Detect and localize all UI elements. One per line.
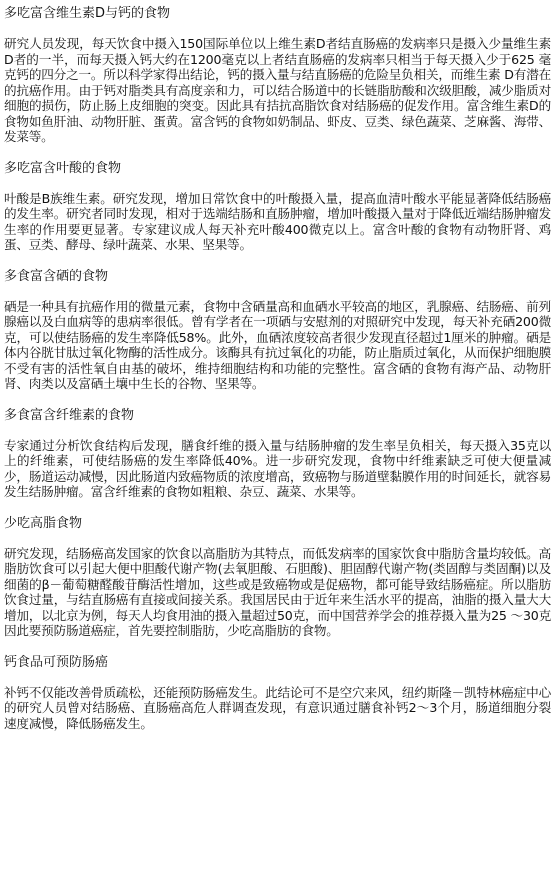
section-folic-acid — [4, 159, 551, 253]
section-body: 研究人员发现，每天饮食中摄入150国际单位以上维生素D者结直肠癌的发病率只是摄入少量维生素D者的一半，而每天摄入钙大约在1200毫克以上者结直肠癌的发病率只相当于每天摄入少于625 毫克钙的四分之一。所以科学家得出结论，钙的摄入量与结直肠癌的危险呈负相关，而维生素 D有潜在的抗癌作用。由于钙对脂类具有高度亲和力，可以结合肠道中的长链脂肪酸和次级胆酸，减少脂质对细胞的损伤，防止肠上皮细胞的突变。因此具有拮抗高脂饮食对结肠癌的促发作用。富含维生素D的食物如鱼肝油、动物肝脏、蛋黄。富含钙的食物如奶制品、虾皮、豆类、绿色蔬菜、芝麻酱、海带、发菜等。 — [4, 36, 551, 144]
section-fiber — [4, 406, 551, 500]
section-heading: 钙食品可预防肠癌 — [4, 654, 109, 670]
section-heading: 多吃富含维生素D与钙的食物 — [4, 6, 171, 21]
section-body: 补钙不仅能改善骨质疏松，还能预防肠癌发生。此结论可不是空穴来风，纽约斯隆－凯特林癌症中心的研究人员曾对结肠癌、直肠癌高危人群调查发现，有意识通过膳食补钙2～3个月，肠道细胞分裂速度减慢，降低肠癌发生。 — [4, 684, 551, 731]
section-heading: 多吃富含叶酸的食物 — [4, 160, 122, 176]
section-selenium — [4, 267, 551, 392]
section-calcium-food — [4, 653, 551, 732]
section-heading: 少吃高脂食物 — [4, 515, 83, 531]
section-body: 硒是一种具有抗癌作用的微量元素，食物中含硒量高和血硒水平较高的地区，乳腺癌、结肠癌、前列腺癌以及白血病等的患病率很低。曾有学者在一项硒与安慰剂的对照研究中发现，每天补充硒200微克，可以使结肠癌的发生率降低58%。此外，血硒浓度较高者很少发现直径超过1厘米的肿瘤。硒是体内谷胱甘肽过氧化物酶的活性成分。该酶具有抗过氧化的功能，防止脂质过氧化，从而保护细胞膜不受有害的活性氧自由基的破坏，维持细胞结构和功能的完整性。富含硒的食物有海产品、动物肝肾、肉类以及富硒土壤中生长的谷物、坚果等。 — [4, 298, 551, 391]
section-body: 叶酸是B族维生素。研究发现，增加日常饮食中的叶酸摄入量，提高血清叶酸水平能显著降低结肠癌的发生率。研究者同时发现，相对于选端结肠和直肠肿瘤，增加叶酸摄入量对于降低近端结肠肿瘤发生率的作用要更显著。专家建议成人每天补充叶酸400微克以上。富含叶酸的食物有动物肝肾、鸡蛋、豆类、酵母、绿叶蔬菜、水果、坚果等。 — [4, 190, 551, 252]
section-heading: 多食富含硒的食物 — [4, 268, 109, 284]
section-body: 专家通过分析饮食结构后发现，膳食纤维的摄入量与结肠肿瘤的发生率呈负相关，每天摄入35克以上的纤维素，可使结肠癌的发生率降低40%。进一步研究发现，食物中纤维素缺乏可使大便量减少，肠道运动减慢，因此肠道内致癌物质的浓度增高，致癌物与肠道壁黏膜作用的时间延长，就容易发生结肠肿瘤。富含纤维素的食物如粗粮、杂豆、蔬菜、水果等。 — [4, 437, 551, 499]
section-low-fat — [4, 514, 551, 639]
section-vitamin-d-calcium — [4, 4, 551, 145]
section-heading: 多食富含纤维素的食物 — [4, 407, 135, 423]
section-body: 研究发现，结肠癌高发国家的饮食以高脂肪为其特点，而低发病率的国家饮食中脂肪含量均较低。高脂肪饮食可以引起大便中胆酸代谢产物(去氧胆酸、石胆酸)、胆固醇代谢产物(类固醇与类固酮)以及细菌的β－葡萄糖醛酸苷酶活性增加，这些或是致癌物或是促癌物，都可能导致结肠癌症。所以脂肪饮食过量，与结直肠癌有直接或间接关系。我国居民由于近年来生活水平的提高，油脂的摄入量大大增加，以北京为例，每天人均食用油的摄入量超过50克，而中国营养学会的推荐摄入量为25 ～30克因此要预防肠道癌症，首先要控制脂肪，少吃高脂肪的食物。 — [4, 545, 551, 638]
